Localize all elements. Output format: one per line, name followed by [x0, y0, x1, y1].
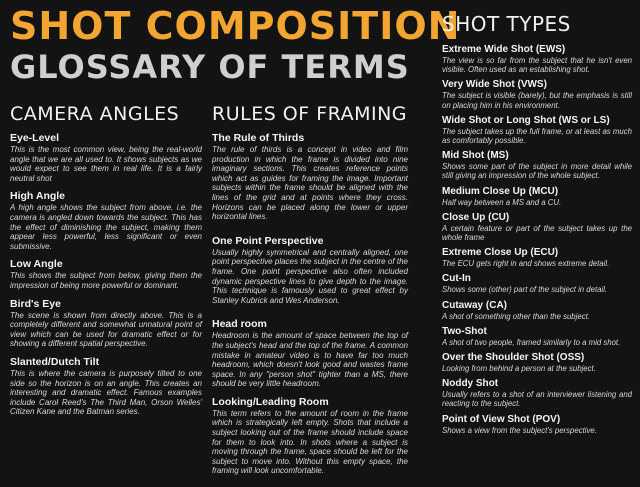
term-name: Looking/Leading Room — [212, 395, 329, 408]
term-definition: A shot of two people, framed similarly to a mid shot. — [442, 337, 621, 347]
term-definition: Headroom is the amount of space between the top of the subject's head and the top of the frame. A common mistake in amateur video is to have far too much headroom, which doesn't look good and wastes frame space. In any "person shot" tighter than a MS, there should be very little headroom. — [212, 331, 408, 389]
term-looking-room — [212, 396, 408, 476]
term-cu — [442, 212, 632, 242]
term-low-angle — [10, 258, 202, 290]
term-name: Bird's Eye — [10, 297, 61, 310]
rules-of-framing-heading: RULES OF FRAMING — [212, 103, 408, 125]
term-mcu — [442, 186, 632, 207]
term-definition: Shows some part of the subject in more detail while still giving an impression of the whole subject. — [442, 162, 632, 181]
term-name: Low Angle — [10, 258, 63, 271]
term-definition: Looking from behind a person at the subject. — [442, 364, 596, 374]
term-birds-eye — [10, 298, 202, 349]
term-name: Point of View Shot (POV) — [442, 413, 561, 425]
term-name: Head room — [212, 318, 267, 331]
term-definition: The subject takes up the full frame, or at least as much as comfortably possible. — [442, 126, 632, 146]
camera-angles-section — [10, 102, 202, 424]
term-ecu — [442, 247, 632, 268]
term-definition: Shows some (other) part of the subject in detail. — [442, 285, 608, 295]
term-name: Slanted/Dutch Tilt — [10, 355, 100, 368]
term-name: High Angle — [10, 190, 66, 203]
term-name: The Rule of Thirds — [212, 132, 305, 144]
title-line-1: SHOT COMPOSITION — [10, 4, 461, 48]
term-cut-in — [442, 273, 632, 294]
shot-types-section — [442, 12, 632, 440]
term-definition: Usually highly symmetrical and centrally aligned, one point perspective places the subject in the centre of the frame. One point perspective also often included dynamic perspective lines to give depth to the image. This technique is famously used to great effect by Stanley Kubrick and Wes Anderson. — [212, 247, 408, 305]
title-line-2: GLOSSARY OF TERMS — [10, 48, 410, 86]
term-ws — [442, 115, 632, 145]
term-definition: Usually refers to a shot of an interviewer listening and reacting to the subject. — [442, 390, 632, 409]
term-name: Cutaway (CA) — [442, 299, 508, 311]
term-pov — [442, 414, 632, 435]
term-name: Extreme Wide Shot (EWS) — [442, 44, 566, 55]
term-name: Mid Shot (MS) — [442, 150, 509, 162]
term-definition: A certain feature or part of the subject takes up the whole frame — [442, 223, 632, 243]
term-head-room — [212, 318, 408, 389]
term-name: Extreme Close Up (ECU) — [442, 247, 559, 259]
term-definition: Half way between a MS and a CU. — [442, 197, 562, 207]
term-noddy-shot — [442, 378, 632, 408]
term-name: Cut-In — [442, 273, 471, 285]
term-definition: The ECU gets right in and shows extreme detail. — [442, 259, 610, 269]
rules-of-framing-section — [212, 102, 408, 483]
term-high-angle — [10, 190, 202, 251]
term-definition: Shows a view from the subject's perspective. — [442, 425, 597, 435]
term-name: Close Up (CU) — [442, 211, 510, 223]
term-definition: The scene is shown from directly above. This is a completely different and somewhat unnatural point of view which can be used for dramatic effect or for showing a different spatial perspective. — [10, 310, 202, 349]
term-name: Over the Shoulder Shot (OSS) — [442, 352, 585, 364]
term-eye-level — [10, 132, 202, 183]
term-name: Two-Shot — [442, 325, 487, 337]
term-definition: The subject is visible (barely), but the emphasis is still on placing him in his environment. — [442, 91, 632, 110]
term-definition: A shot of something other than the subject. — [442, 311, 590, 321]
term-definition: A high angle shows the subject from above, i.e. the camera is angled down towards the subject. This has the effect of diminishing the subject, making them appear less powerful, less significant or even submissive. — [10, 203, 202, 251]
term-ms — [442, 150, 632, 180]
term-definition: The rule of thirds is a concept in video and film production in which the frame is divided into nine imaginary sections. This creates reference points which act as guides for framing the image. Important subjects within the frame should be aligned with the lines of the grid and at points where they cross. Horizons can be placed along the lower or upper horizontal lines. — [212, 145, 408, 222]
term-vws — [442, 79, 632, 109]
term-definition: This term refers to the amount of room in the frame which is strategically left empty. Shots that include a subject looking out of the frame should include space for them to look into. In shots where a subject is moving through the frame, space should be left for the subject to move into. Without this empty space, the framing will look uncomfortable. — [212, 408, 408, 476]
term-definition: The view is so far from the subject that he isn't even visible. Often used as an establishing shot. — [442, 56, 632, 75]
term-definition: This shows the subject from below, giving them the impression of being more powerful or dominant. — [10, 271, 202, 290]
term-name: Very Wide Shot (VWS) — [442, 79, 547, 91]
term-dutch-tilt — [10, 356, 202, 417]
term-oss — [442, 352, 632, 373]
term-definition: This is the most common view, being the real-world angle that we are all used to. It shows subjects as we would expect to see them in real life. It is a fairly neutral shot — [10, 145, 202, 183]
term-one-point-perspective — [212, 235, 408, 306]
term-name: Wide Shot or Long Shot (WS or LS) — [442, 114, 610, 126]
shot-types-heading: SHOT TYPES — [442, 12, 571, 36]
term-name: Noddy Shot — [442, 378, 499, 390]
camera-angles-heading: CAMERA ANGLES — [10, 103, 180, 125]
term-definition: This is where the camera is purposely tilted to one side so the horizon is on an angle. This creates an interesting and dramatic effect. Famous examples include Carol Reed's The Third Man, Orson Welles' Citizen Kane and the Batman series. — [10, 368, 202, 417]
term-name: Eye-Level — [10, 132, 60, 144]
term-rule-of-thirds — [212, 132, 408, 222]
term-two-shot — [442, 326, 632, 347]
term-ews — [442, 44, 632, 74]
term-name: One Point Perspective — [212, 234, 324, 247]
term-cutaway — [442, 300, 632, 321]
term-name: Medium Close Up (MCU) — [442, 185, 559, 197]
